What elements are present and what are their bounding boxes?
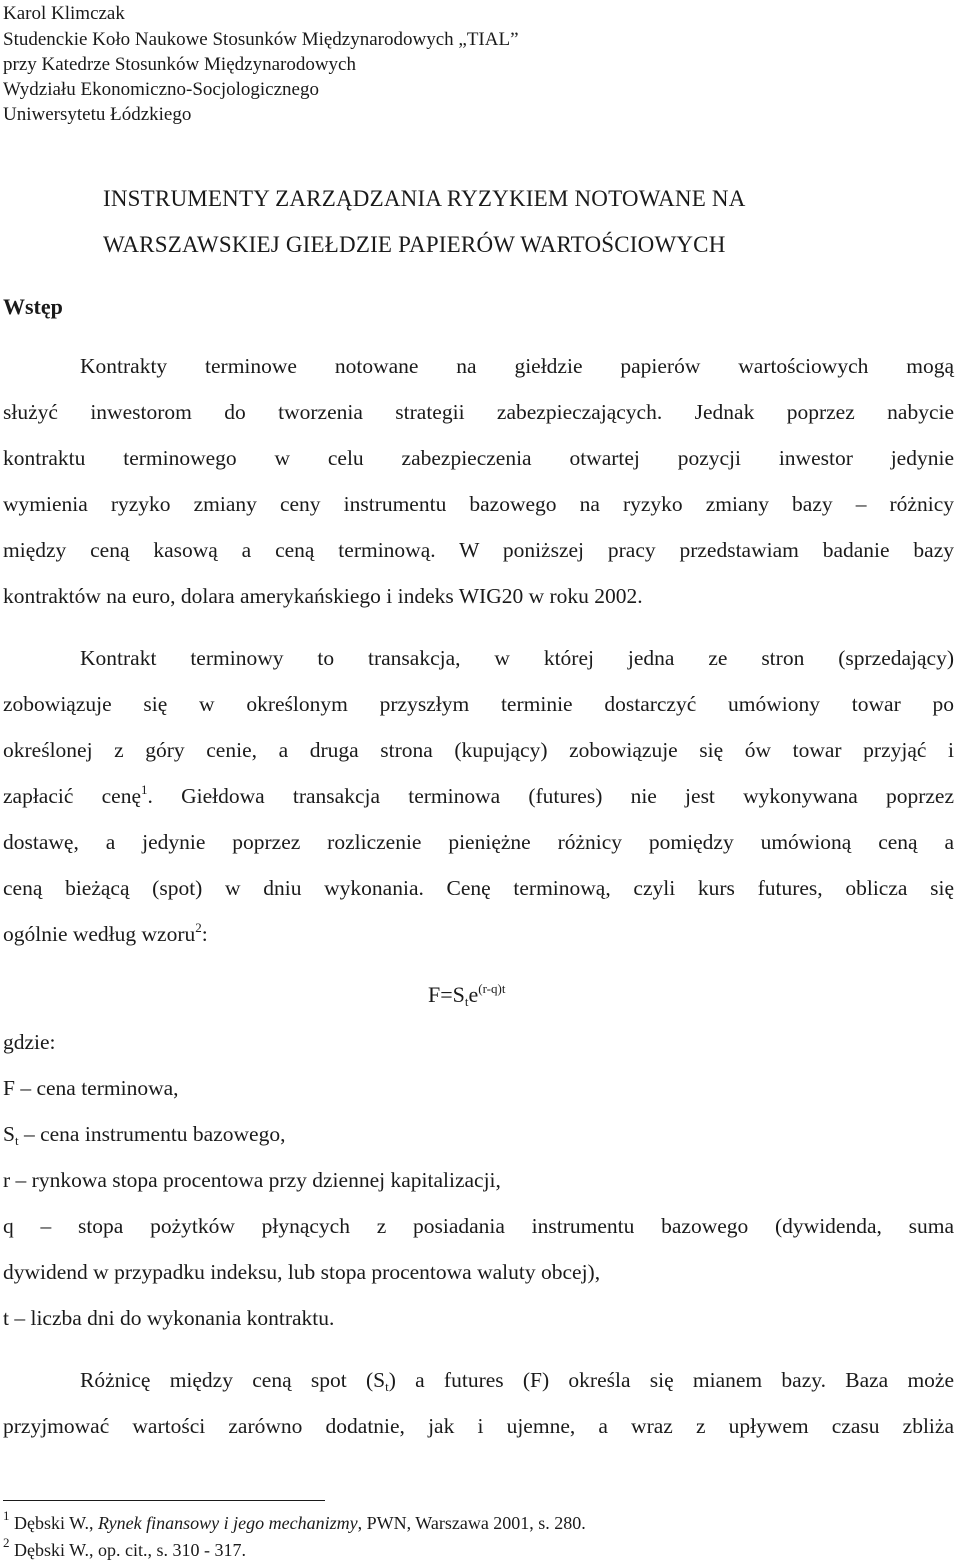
definition-item: $S_t$ – cena instrumentu bazowego, xyxy=(3,1122,286,1148)
definitions-intro: gdzie: xyxy=(3,1030,56,1054)
author-name: Karol Klimczak xyxy=(3,3,125,24)
footnote: $^1$ Dębski W., Rynek finansowy i jego mechanizmy, PWN, Warszawa 2001, s. 280. xyxy=(3,1508,586,1533)
paragraph-line: służyć inwestorom do tworzenia strategii zabezpieczających. Jednak poprzez nabycie xyxy=(3,400,954,424)
paragraph-line: określonej z góry cenie, a druga strona (kupujący) zobowiązuje się ów towar przyjąć i xyxy=(3,738,954,762)
affiliation-line: Studenckie Koło Naukowe Stosunków Międzynarodowych „TIAL” xyxy=(3,29,519,50)
footnote: $^2$ Dębski W., op. cit., s. 310 - 317. xyxy=(3,1535,246,1560)
affiliation-line: Wydziału Ekonomiczno-Socjologicznego xyxy=(3,79,319,100)
document-title-line-1: INSTRUMENTY ZARZĄDZANIA RYZYKIEM NOTOWANE NA xyxy=(103,186,746,211)
paragraph-line: między ceną kasową a ceną terminową. W poniższej pracy przedstawiam badanie bazy xyxy=(3,538,954,562)
formula: $F=S_te^{(r-q)t}$ xyxy=(428,981,506,1009)
paragraph-line: ceną bieżącą (spot) w dniu wykonania. Cenę terminową, czyli kurs futures, oblicza się xyxy=(3,876,954,900)
paragraph-line: kontraktów na euro, dolara amerykańskiego i indeks WIG20 w roku 2002. xyxy=(3,584,643,608)
definition-item: q – stopa pożytków płynących z posiadania instrumentu bazowego (dywidenda, suma xyxy=(3,1214,954,1238)
document-title-line-2: WARSZAWSKIEJ GIEŁDZIE PAPIERÓW WARTOŚCIOWYCH xyxy=(103,232,726,257)
definition-item: F – cena terminowa, xyxy=(3,1076,179,1100)
paragraph-line: Kontrakt terminowy to transakcja, w której jedna ze stron (sprzedający) xyxy=(80,646,954,670)
footnote-ref[interactable]: 2 xyxy=(195,920,202,935)
paragraph-line: kontraktu terminowego w celu zabezpieczenia otwartej pozycji inwestor jedynie xyxy=(3,446,954,470)
paragraph-line: zapłacić cenę$^1$. Giełdowa transakcja terminowa (futures) nie jest wykonywana poprzez xyxy=(3,782,954,808)
section-heading: Wstęp xyxy=(3,294,63,319)
definition-item: t – liczba dni do wykonania kontraktu. xyxy=(3,1306,335,1330)
definition-item: dywidend w przypadku indeksu, lub stopa procentowa waluty obcej), xyxy=(3,1260,601,1284)
paragraph-line: przyjmować wartości zarówno dodatnie, jak i ujemne, a wraz z upływem czasu zbliża xyxy=(3,1414,954,1438)
paragraph-line: Różnicę między ceną spot $(S_t)$ a futures (F) określa się mianem bazy. Baza może xyxy=(80,1368,955,1394)
paragraph-line: Kontrakty terminowe notowane na giełdzie papierów wartościowych mogą xyxy=(80,354,954,378)
paragraph-line: ogólnie według wzoru$^2$: xyxy=(3,920,208,946)
paragraph-line: zobowiązuje się w określonym przyszłym terminie dostarczyć umówiony towar po xyxy=(3,692,954,716)
affiliation-line: przy Katedrze Stosunków Międzynarodowych xyxy=(3,54,356,75)
paragraph-line: dostawę, a jedynie poprzez rozliczenie pieniężne różnicy pomiędzy umówioną ceną a xyxy=(3,830,954,854)
paragraph-line: wymienia ryzyko zmiany ceny instrumentu bazowego na ryzyko zmiany bazy – różnicy xyxy=(3,492,954,516)
footnote-ref[interactable]: 1 xyxy=(141,782,148,797)
affiliation-line: Uniwersytetu Łódzkiego xyxy=(3,104,192,125)
footnote-separator xyxy=(3,1500,325,1501)
definition-item: r – rynkowa stopa procentowa przy dziennej kapitalizacji, xyxy=(3,1168,501,1192)
